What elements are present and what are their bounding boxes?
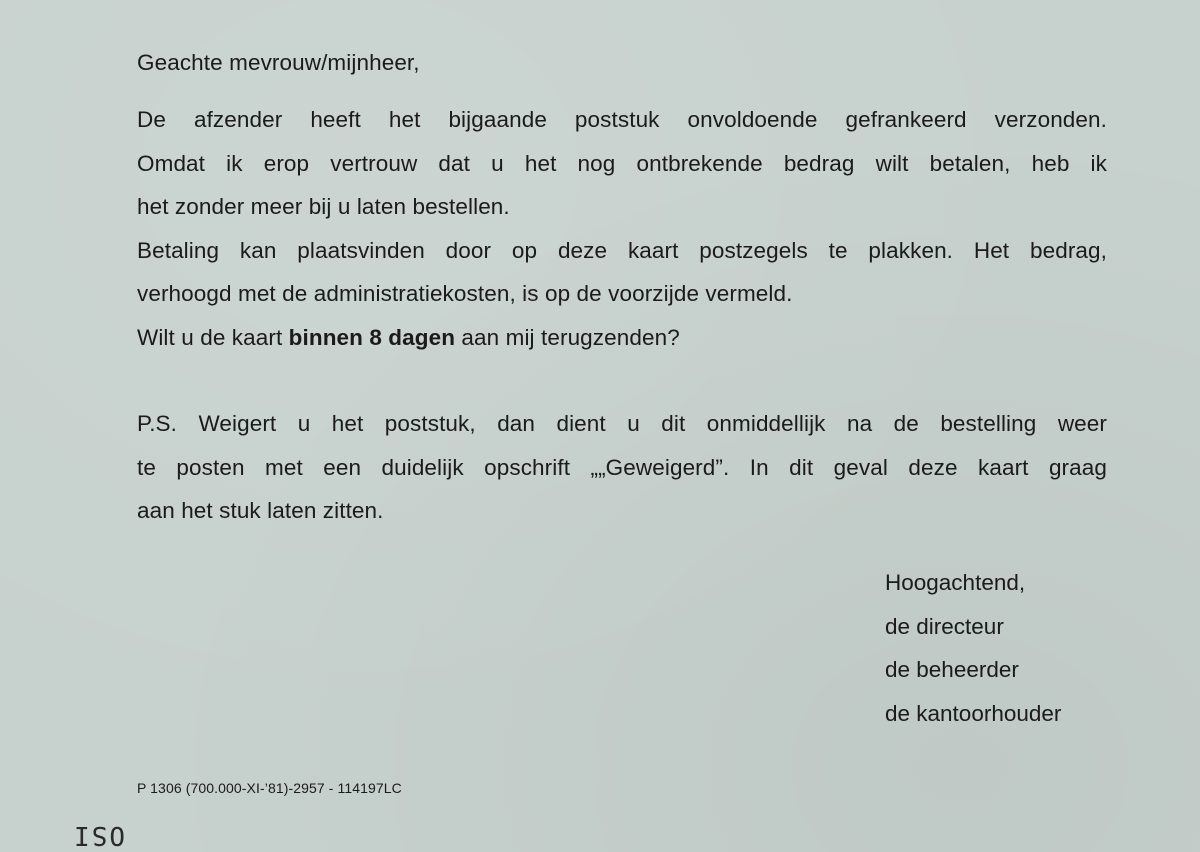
closing-salutation: Hoogachtend,: [885, 570, 1026, 595]
request-text-before: Wilt u de kaart: [137, 324, 289, 350]
print-code: P 1306 (700.000-XI-’81)-2957 - 114197LC: [137, 780, 402, 796]
body-line: Omdat ik erop vertrouw dat u het nog ontbrekende bedrag wilt betalen, heb ik: [137, 150, 1107, 176]
stamp-mark: OSI: [72, 820, 125, 850]
signatory-director: de directeur: [885, 613, 1004, 639]
request-line: [137, 316, 1107, 360]
letter-greeting: [137, 41, 420, 85]
request-text-after: aan mij terugzenden?: [455, 324, 680, 350]
letter-closing: [885, 561, 1061, 735]
signatory-postmaster: de kantoorhouder: [885, 700, 1062, 726]
ps-line: aan het stuk laten zitten.: [137, 498, 384, 523]
signatory-manager: de beheerder: [885, 657, 1019, 682]
greeting-line: Geachte mevrouw/mijnheer,: [137, 50, 420, 75]
body-line: het zonder meer bij u laten bestellen.: [137, 194, 510, 219]
letter-postscript: [137, 402, 1107, 533]
body-line: De afzender heeft het bijgaande poststuk onvoldoende gefrankeerd verzonden.: [137, 107, 1107, 132]
request-deadline: binnen 8 dagen: [288, 324, 456, 350]
body-line: Betaling kan plaatsvinden door op deze kaart postzegels te plakken. Het bedrag,: [137, 237, 1107, 263]
body-line: verhoogd met de administratiekosten, is op de voorzijde vermeld.: [137, 281, 793, 306]
letter-body: [137, 98, 1107, 359]
ps-line: P.S. Weigert u het poststuk, dan dient u dit onmiddellijk na de bestelling weer: [137, 411, 1107, 436]
ps-line: te posten met een duidelijk opschrift „„Geweigerd”. In dit geval deze kaart graag: [137, 454, 1107, 480]
